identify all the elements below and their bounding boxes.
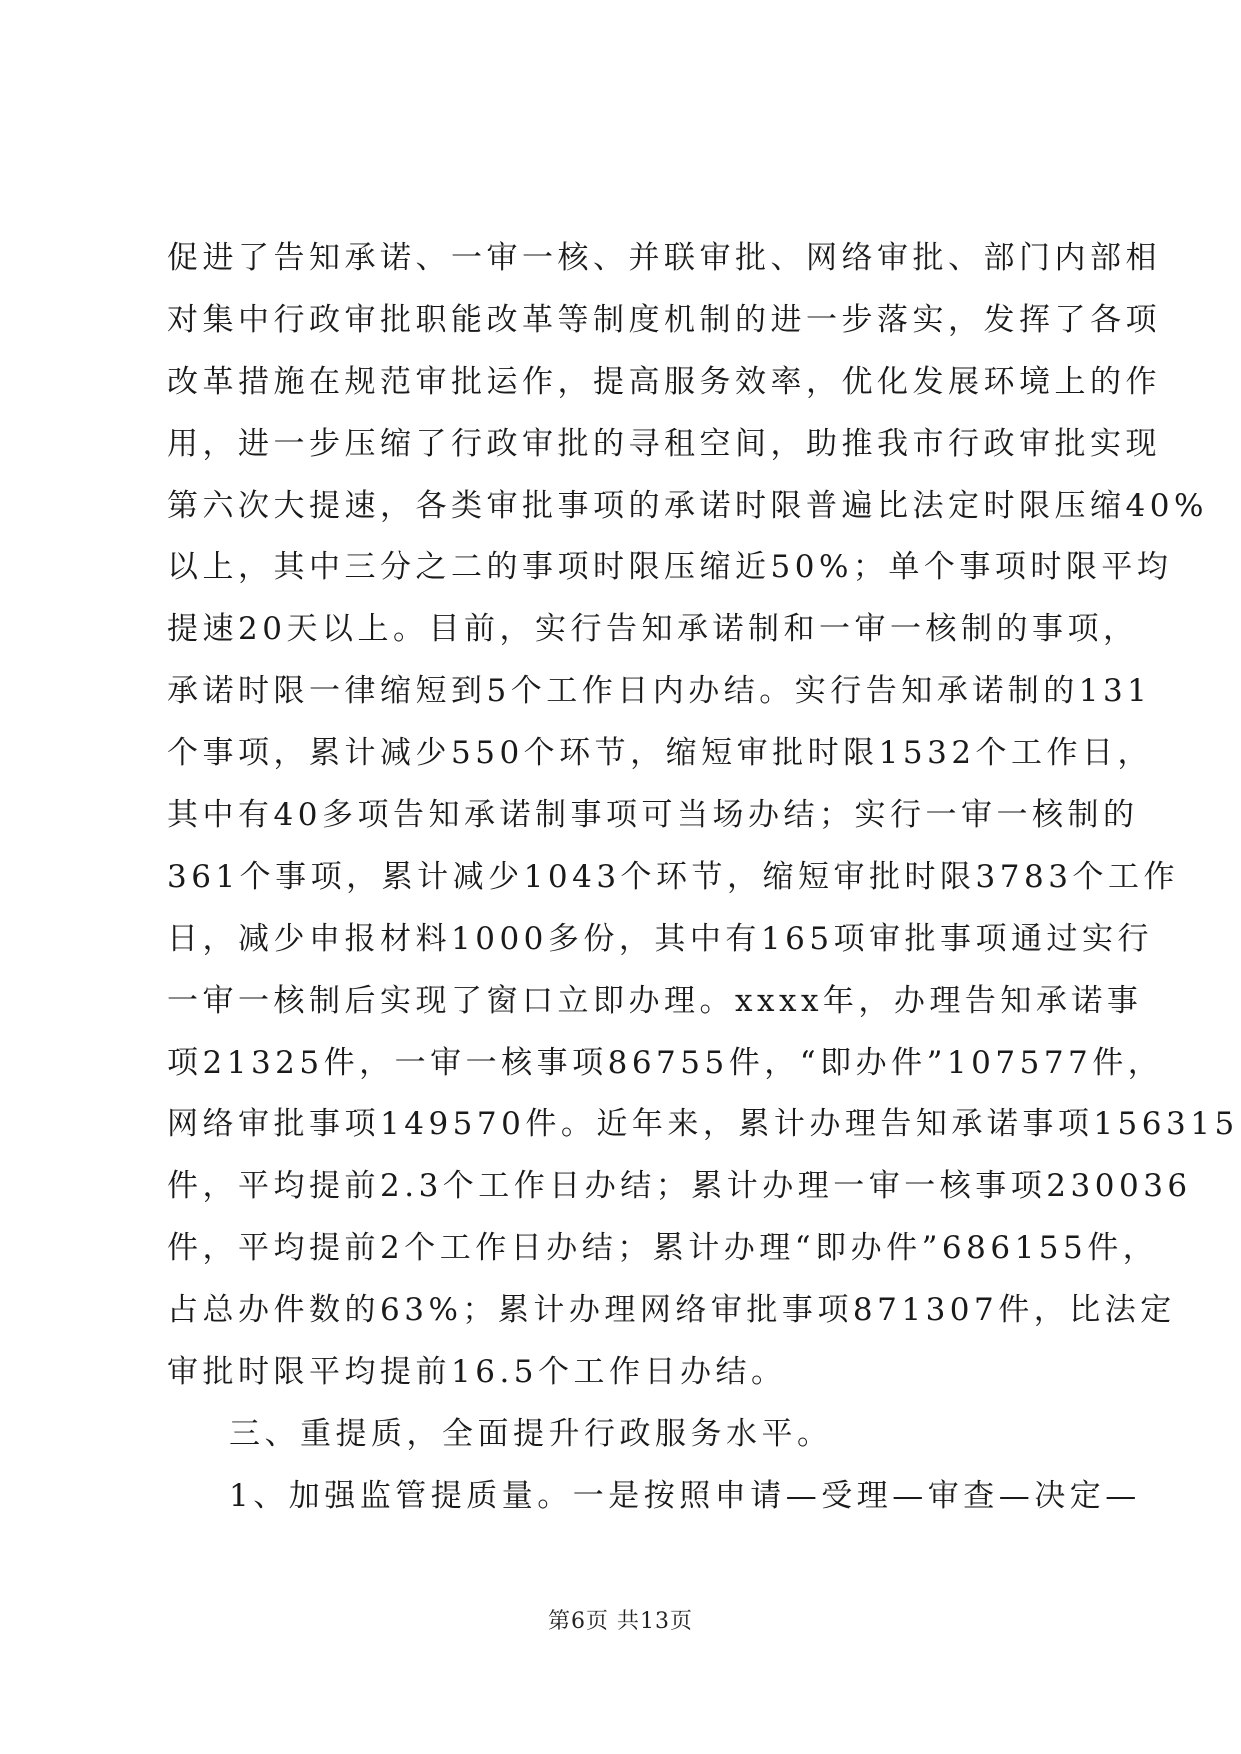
text-line-5: 第六次大提速，各类审批事项的承诺时限普遍比法定时限压缩40% <box>167 487 1208 524</box>
text-line-17: 件，平均提前2个工作日办结；累计办理“即办件”686155件， <box>167 1230 1159 1267</box>
text-line-3: 改革措施在规范审批运作，提高服务效率，优化发展环境上的作 <box>167 363 1161 400</box>
text-line-10: 其中有40多项告知承诺制事项可当场办结；实行一审一核制的 <box>167 797 1139 834</box>
text-line-8: 承诺时限一律缩短到5个工作日内办结。实行告知承诺制的131 <box>167 673 1152 710</box>
text-line-18: 占总办件数的63%；累计办理网络审批事项871307件，比法定 <box>167 1292 1176 1329</box>
page-number-label: 第6页 共13页 <box>548 1609 693 1634</box>
text-line-7: 提速20天以上。目前，实行告知承诺制和一审一核制的事项， <box>167 611 1139 648</box>
text-line-13: 一审一核制后实现了窗口立即办理。xxxx年，办理告知承诺事 <box>167 982 1143 1019</box>
text-line-14: 项21325件，一审一核事项86755件，“即办件”107577件， <box>167 1044 1164 1081</box>
text-line-15: 网络审批事项149570件。近年来，累计办理告知承诺事项156315 <box>167 1106 1239 1143</box>
page-footer <box>0 1607 1241 1637</box>
paragraph-start: 1、加强监管提质量。一是按照申请—受理—审查—决定— <box>229 1477 1141 1514</box>
text-line-1: 促进了告知承诺、一审一核、并联审批、网络审批、部门内部相 <box>167 240 1161 276</box>
section-heading: 三、重提质，全面提升行政服务水平。 <box>229 1415 833 1452</box>
text-line-9: 个事项，累计减少550个环节，缩短审批时限1532个工作日， <box>167 735 1154 772</box>
text-line-11: 361个事项，累计减少1043个环节，缩短审批时限3783个工作 <box>167 858 1179 895</box>
document-body <box>167 228 1239 1528</box>
text-line-4: 用，进一步压缩了行政审批的寻租空间，助推我市行政审批实现 <box>167 425 1161 462</box>
text-line-12: 日，减少申报材料1000多份，其中有165项审批事项通过实行 <box>167 920 1154 957</box>
text-line-6: 以上，其中三分之二的事项时限压缩近50%；单个事项时限平均 <box>167 549 1173 586</box>
text-line-2: 对集中行政审批职能改革等制度机制的进一步落实，发挥了各项 <box>167 301 1161 338</box>
text-line-19: 审批时限平均提前16.5个工作日办结。 <box>167 1354 787 1391</box>
text-line-16: 件，平均提前2.3个工作日办结；累计办理一审一核事项230036 <box>167 1168 1192 1205</box>
